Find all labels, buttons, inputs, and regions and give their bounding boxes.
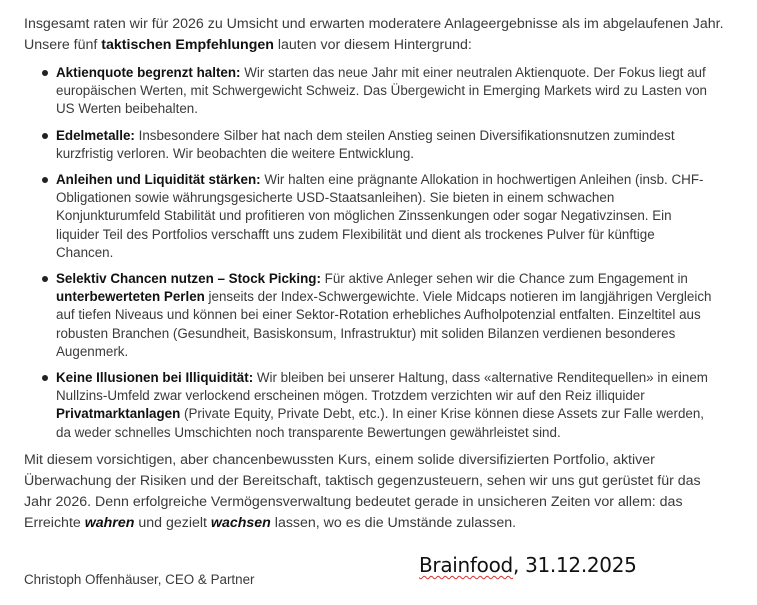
list-item [56, 127, 724, 163]
closing-emphasis-wachsen: wachsen [210, 514, 271, 531]
source-date: , 31.12.2025 [512, 553, 637, 577]
list-item [56, 369, 724, 442]
list-item-text: Für aktive Anleger sehen wir die Chance zum Engagement in [320, 271, 688, 287]
source-name: Brainfood [419, 553, 513, 577]
closing-text-end: lassen, wo es die Umstände zulassen. [270, 514, 517, 531]
author-signature: Christoph Offenhäuser, CEO & Partner [24, 572, 255, 587]
list-item [56, 270, 724, 361]
list-item [56, 171, 724, 262]
intro-text-end: lauten vor diesem Hintergrund: [273, 37, 472, 53]
intro-bold: taktischen Empfehlungen [101, 37, 274, 53]
closing-text: Mit diesem vorsichtigen, aber chancenbewussten Kurs, einem solide diversifizierten Portfolio, aktiver Überwachung der Risiken und der Bereitschaft, taktisch gegenzusteuern, sehen wir uns gut gerüstet für das Jahr 2026. Denn erfolgreiche Vermögensverwaltung bedeutet gerade in unsicheren Zeiten vor allem: das Erreichte [24, 451, 701, 531]
list-item-title: Keine Illusionen bei Illiquidität: [56, 370, 254, 386]
closing-text: und gezielt [134, 514, 211, 531]
list-item-text: Wir starten das neue Jahr mit einer neutralen Aktienquote. Der Fokus liegt auf europäischen Werten, mit Schwergewicht Schweiz. Das Übergewicht in Emerging Markets wird zu Lasten von US Werten beibehalten. [56, 65, 707, 117]
list-item-title: Anleihen und Liquidität stärken: [56, 172, 261, 188]
list-item-title: Selektiv Chancen nutzen – Stock Picking: [56, 271, 321, 287]
list-item-emphasis: unterbewerteten Perlen [56, 289, 205, 305]
list-item-title: Aktienquote begrenzt halten: [56, 65, 241, 80]
list-item-text: jenseits der Index-Schwergewichte. Viele Midcaps notieren im langjährigen Vergleich auf tiefen Niveaus und können bei einer Sektor-Rotation erhebliches Aufholpotenzial entfalten. Einzeltitel aus robusten Branchen (Gesundheit, Basiskonsum, Infrastruktur) mit soliden Bilanzen verdienen besonderes Augenmerk. [56, 289, 712, 359]
list-item-text: Wir bleiben bei unserer Haltung, dass «alternative Renditequellen» in einem Nullzins-Umfeld zwar verlockend erscheinen mögen. Trotzdem verzichten wir auf den Reiz illiquider [56, 370, 708, 404]
intro-paragraph [24, 14, 724, 56]
list-item [56, 64, 724, 119]
list-item-text: (Private Equity, Private Debt, etc.). In einer Krise können diese Assets zur Falle werden, da weder schnelles Umschichten noch transparente Bewertungen gewährleistet sind. [56, 406, 705, 440]
recommendation-list [24, 64, 724, 442]
list-item-text: Wir halten eine prägnante Allokation in hochwertigen Anleihen (insb. CHF-Obligationen sowie währungsgesicherte USD-Staatsanleihen). Sie bieten in einem schwachen Konjunkturumfeld Stabilität und profitieren von möglichen Zinssenkungen oder sogar Negativzinsen. Ein liquider Teil des Portfolios verschafft uns zudem Flexibilität und dient als trockenes Pulver für künftige Chancen. [56, 172, 704, 260]
intro-text: Insgesamt raten wir für 2026 zu Umsicht und erwarten moderatere Anlageergebnisse als im abgelaufenen Jahr. Unsere fünf [24, 16, 724, 53]
closing-paragraph [24, 450, 724, 534]
document-body [24, 14, 724, 534]
list-item-emphasis: Privatmarktanlagen [56, 406, 181, 422]
list-item-title: Edelmetalle: [56, 127, 135, 143]
list-item-text: Insbesondere Silber hat nach dem steilen Anstieg seinen Diversifikationsnutzen zumindest kurzfristig verloren. Wir beobachten die weitere Entwicklung. [56, 127, 675, 161]
closing-emphasis-wahren: wahren [84, 514, 135, 531]
source-date-annotation [419, 553, 637, 577]
